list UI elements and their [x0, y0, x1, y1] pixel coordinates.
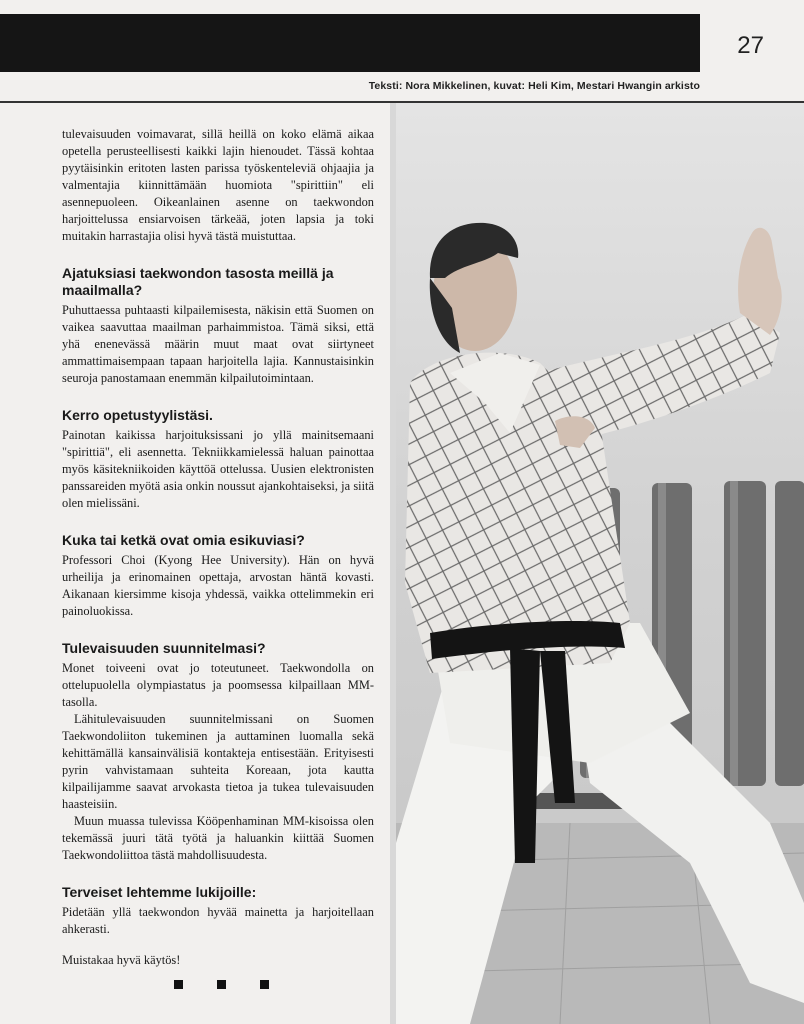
martial-artist-photo [390, 103, 804, 1024]
section-heading: Tulevaisuuden suunnitelmasi? [62, 640, 266, 656]
end-mark [217, 980, 226, 989]
article-text-column [62, 126, 374, 969]
section-paragraph: Pidetään yllä taekwondon hyvää mainetta ja harjoitellaan ahkerasti. [62, 905, 374, 936]
end-mark [174, 980, 183, 989]
section-heading: Kerro opetustyylistäsi. [62, 407, 213, 423]
section-paragraph: Muun muassa tulevissa Kööpenhaminan MM-kisoissa olen tekemässä juuri tätä työtä ja haluankin kiittää Suomen Taekwondoliittoa tästä mahdollisuudesta. [62, 814, 374, 862]
photo-illustration [390, 103, 804, 1024]
section-heading: Terveiset lehtemme lukijoille: [62, 884, 257, 900]
end-mark [260, 980, 269, 989]
section-paragraph: Professori Choi (Kyong Hee University). Hän on hyvä urheilija ja erinomainen opettaja, arvostan häntä kovasti. Aikanaan kiersimme kisoja yhdessä, vaikka ottelimmekin eri painoluokissa. [62, 553, 374, 618]
page-number: 27 [737, 32, 764, 59]
article-end-marks [174, 980, 274, 989]
closing-line: Muistakaa hyvä käytös! [62, 953, 181, 967]
header-black-bar [0, 14, 700, 72]
section-paragraph: Painotan kaikissa harjoituksissani jo yllä mainitsemaani "spirittiä", eli asennetta. Tekniikkamielessä haluan painottaa myös käsitekniikoiden käyttöä ottelussa. Uusien elektronisten panssareiden myötä asia onkin noussut ajankohtaiseksi, ja siitä olen mielissäni. [62, 428, 374, 510]
intro-paragraph: tulevaisuuden voimavarat, sillä heillä on koko elämä aikaa opetella perusteellisesti kaikki lajin hienoudet. Tässä kohtaa pyytäisinkin eritoten lasten parissa työskenteleviä ohjaajia ja valmentajia kiinnittämään huomiota "spirittiin" eli asennepuoleen. Oikeanlainen asenne on taekwondon harjoittelussa ensiarvoisen tärkeää, joten lapsia ja toki muitakin harrastajia olisi hyvä tästä muistuttaa. [62, 127, 374, 243]
section-paragraph: Puhuttaessa puhtaasti kilpailemisesta, näkisin että Suomen on vaikea saavuttaa maailman parhaimmistoa. Tämä siksi, että yhä enenevässä määrin muut maat ovat siirtyneet ammattimaisempaan tapaan harjoitella lajia. Kannustaisinkin seuroja panostamaan enemmän kilpailutoimintaan. [62, 303, 374, 385]
section-heading: Kuka tai ketkä ovat omia esikuviasi? [62, 532, 305, 548]
section-paragraph: Monet toiveeni ovat jo toteutuneet. Taekwondolla on ottelupuolella olympiastatus ja poomsessa kilpaillaan MM-tasolla. [62, 661, 374, 709]
section-heading: Ajatuksiasi taekwondon tasosta meillä ja maailmalla? [62, 265, 334, 298]
section-paragraph: Lähitulevaisuuden suunnitelmissani on Suomen Taekwondoliiton tukeminen ja auttaminen luomalla sekä kehittämällä kansainvälisiä kontakteja entisestään. Erityisesti pyrin vahvistamaan suhteita Koreaan, jota kautta kilpailijamme saavat arvokasta tietoa ja tukea tulevaisuuden haasteisiin. [62, 712, 374, 811]
article-credits: Teksti: Nora Mikkelinen, kuvat: Heli Kim, Mestari Hwangin arkisto [368, 80, 700, 92]
